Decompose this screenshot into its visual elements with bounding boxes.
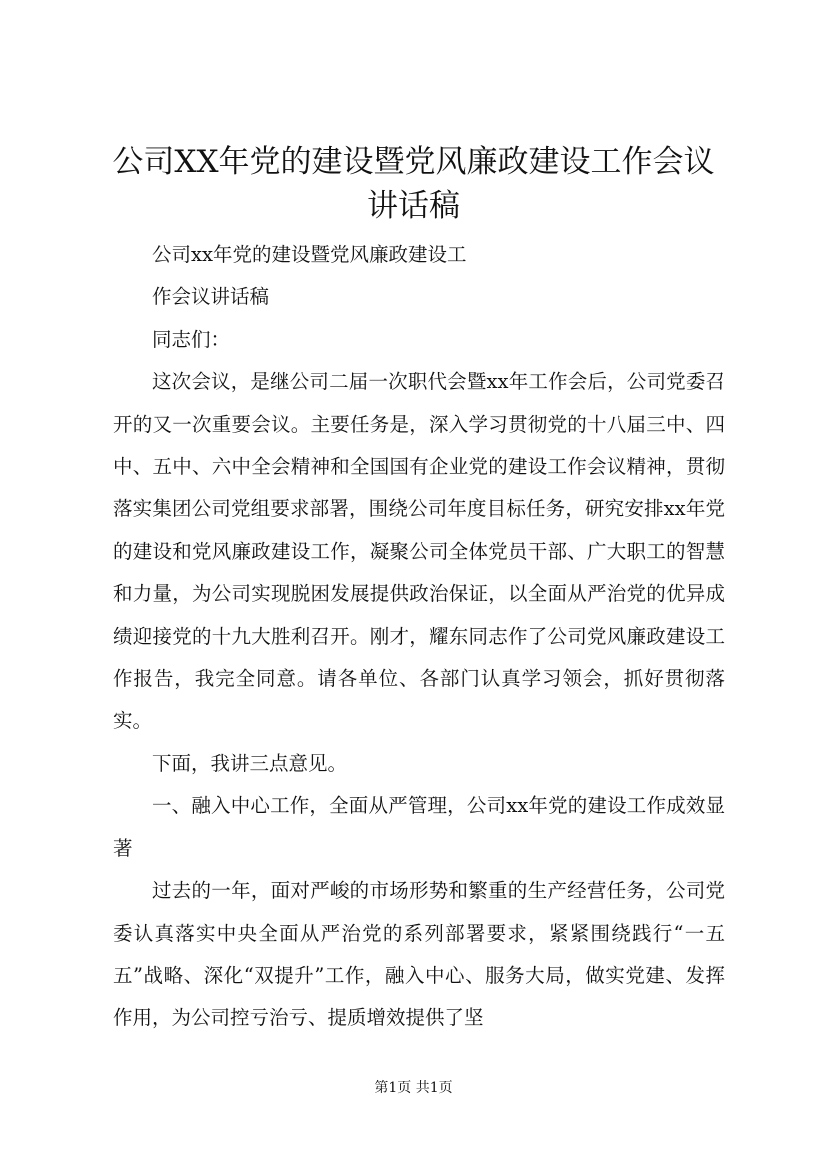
- salutation: 同志们：: [152, 327, 231, 351]
- subtitle-line-1: 公司xx年党的建设暨党风廉政建设工: [152, 243, 467, 266]
- subtitle-line-2: 作会议讲话稿: [152, 285, 270, 309]
- paragraph-intro: 这次会议，是继公司二届一次职代会暨xx年工作会后，公司党委召开的又一次重要会议。主要任务是，深入学习贯彻党的十八届三中、四中、五中、六中全会精神和全国国有企业党的建设工作会议精神，贯彻落实集团公司党组要求部署，围绕公司年度目标任务，研究安排xx年党的建设和党风廉政建设工作，凝聚公司全体党员干部、广大职工的智慧和力量，为公司实现脱困发展提供政治保证，以全面从严治党的优异成绩迎接党的十九大胜利召开。刚才，耀东同志作了公司党风廉政建设工作报告，我完全同意。请各单位、各部门认真学习领会，抓好贯彻落实。: [113, 370, 725, 733]
- paragraph-outline: 下面，我讲三点意见。: [152, 751, 348, 775]
- page-footer: 第1页 共1页: [374, 1080, 453, 1096]
- title-line-2: 讲话稿: [367, 188, 460, 224]
- title-line-1: 公司XX年党的建设暨党风廉政建设工作会议: [112, 144, 715, 180]
- paragraph-review: 过去的一年，面对严峻的市场形势和繁重的生产经营任务，公司党委认真落实中央全面从严治党的系列部署要求，紧紧围绕践行“一五五”战略、深化“双提升”工作，融入中心、服务大局，做实党建、发挥作用，为公司控亏治亏、提质增效提供了坚: [113, 879, 725, 1030]
- section-heading-1: 一、融入中心工作，全面从严管理，公司xx年党的建设工作成效显著: [113, 794, 725, 860]
- document-title: [100, 140, 727, 228]
- document-body: [113, 234, 725, 1040]
